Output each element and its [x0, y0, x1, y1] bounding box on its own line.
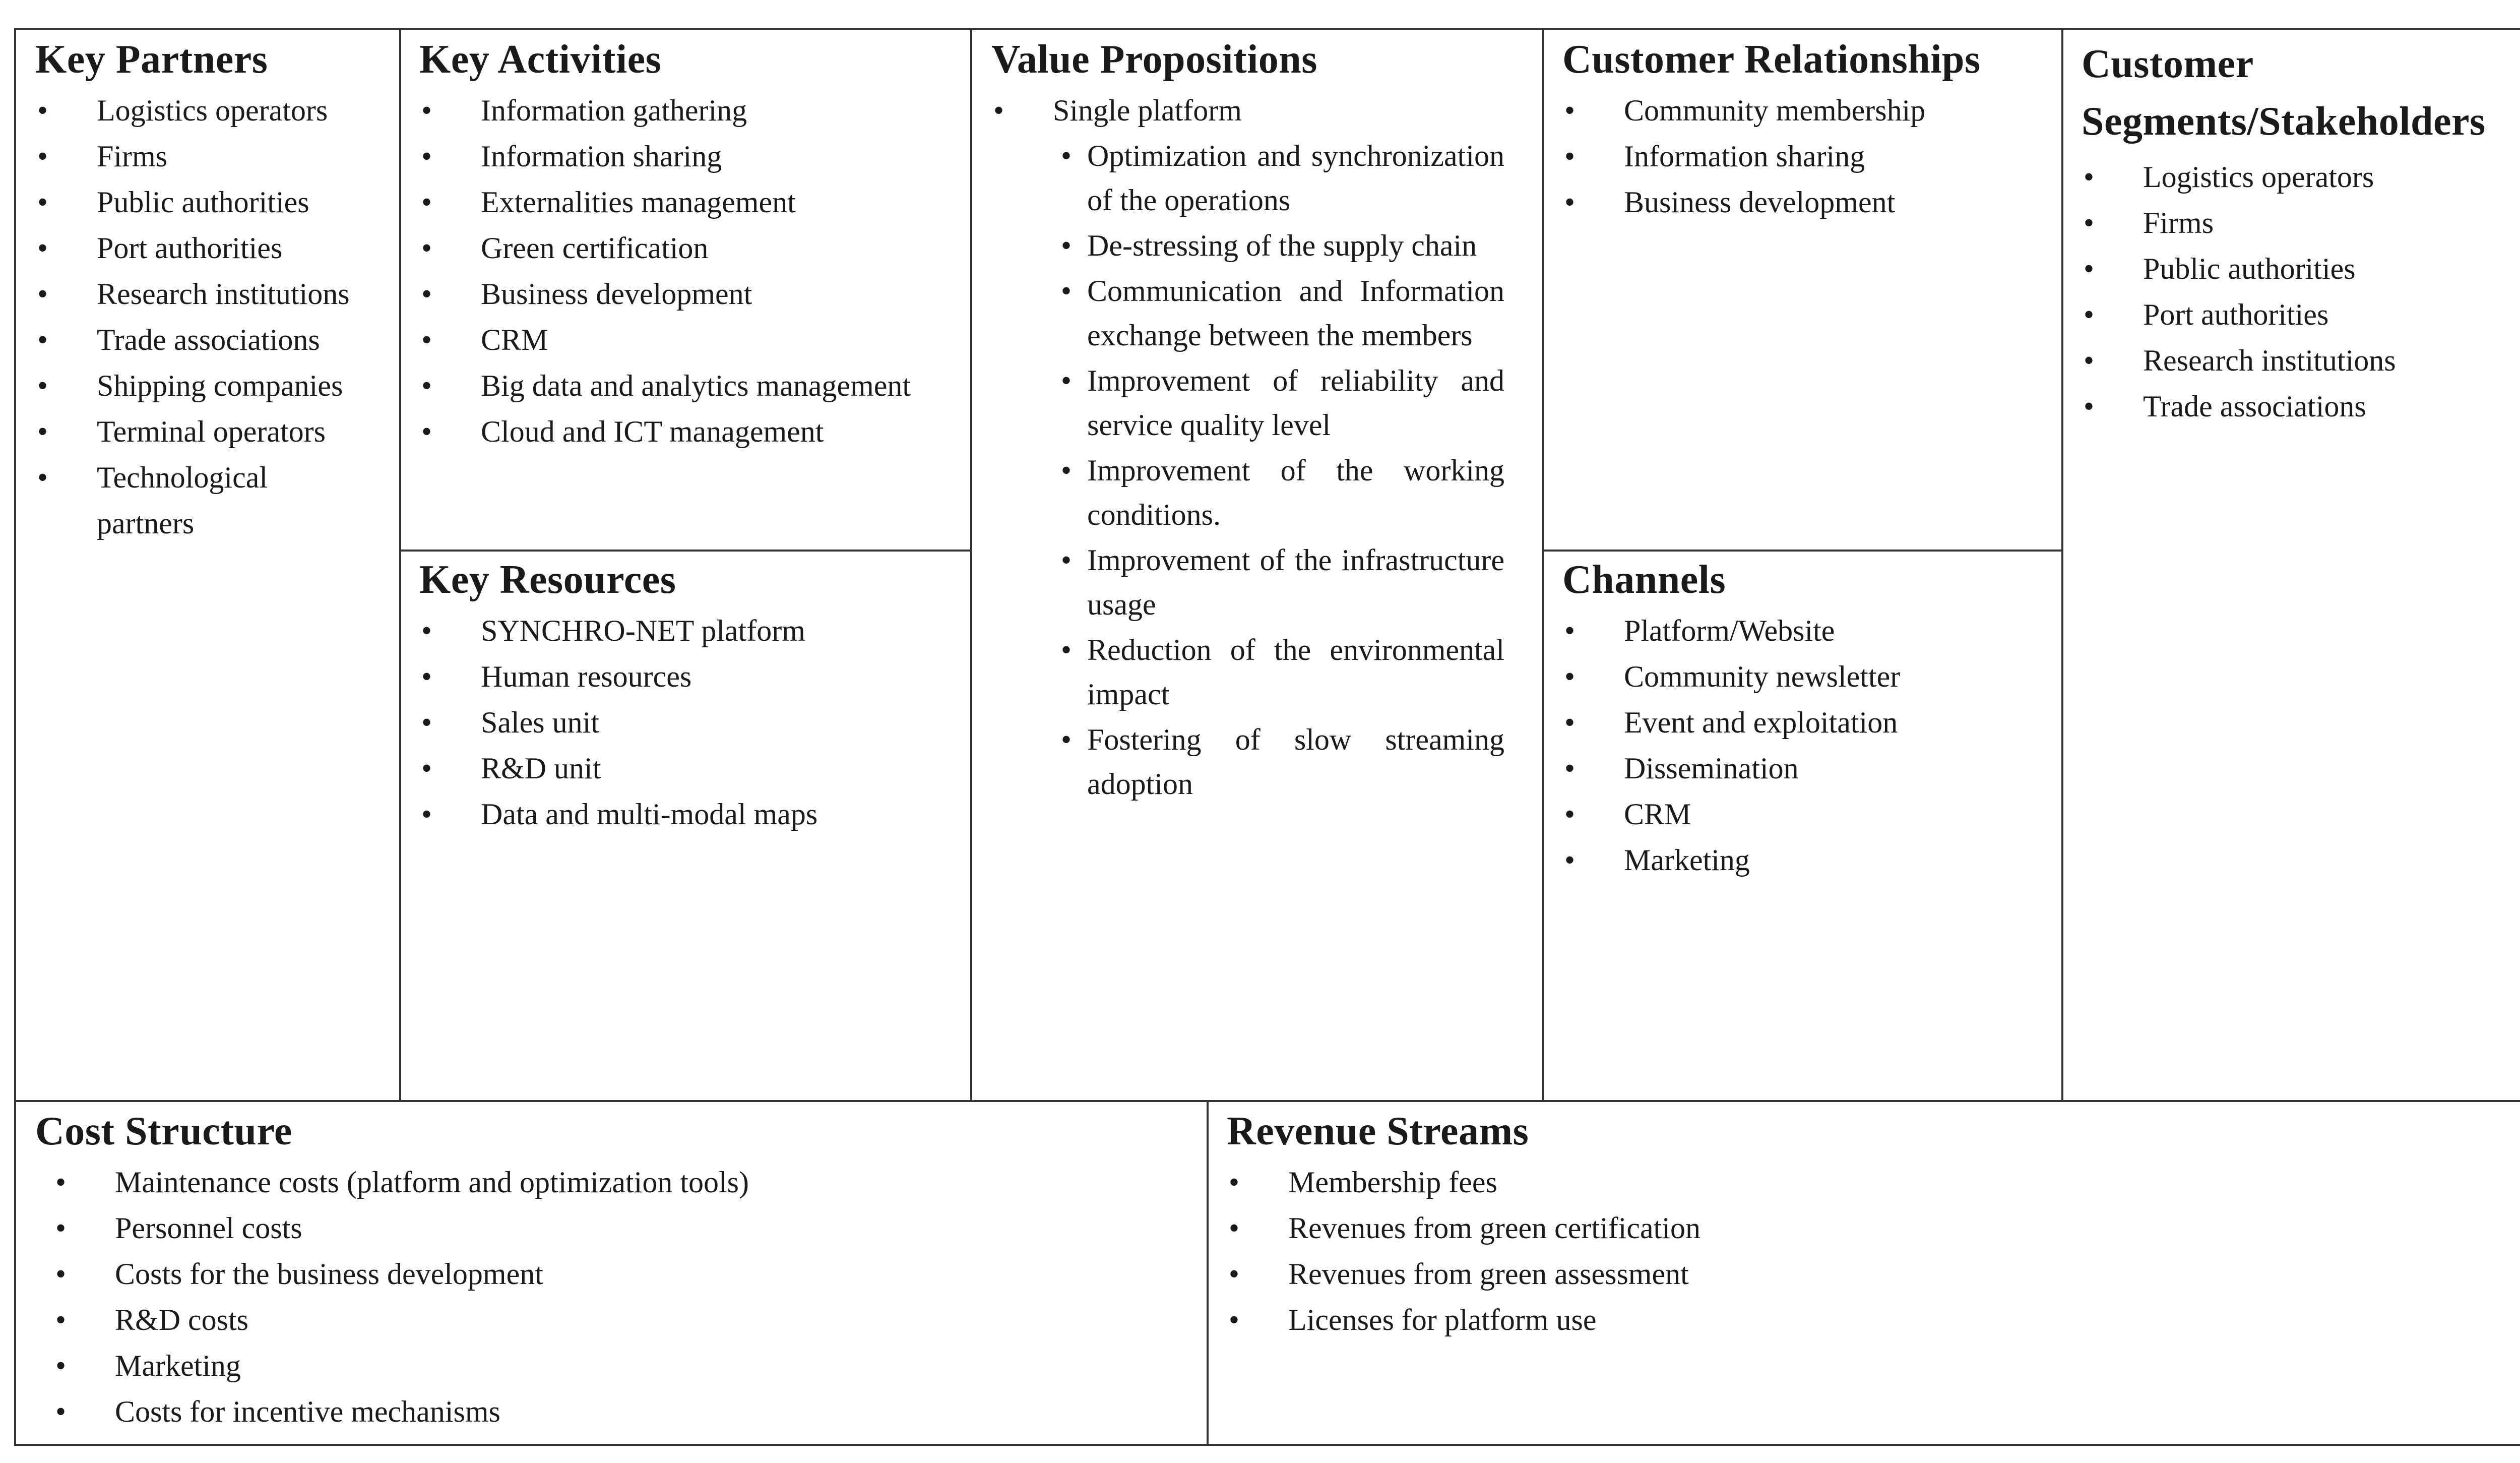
list-item: • Trade associations: [37, 323, 320, 356]
divider-activities-resources: [399, 550, 972, 552]
customer-segments-title: Customer Segments/Stakeholders: [2082, 42, 2486, 144]
key-activities-title: Key Activities: [419, 37, 662, 82]
revenue-streams-title: Revenue Streams: [1227, 1109, 1529, 1153]
cost-structure-block: [35, 1107, 1194, 1435]
list-item: • Optimization and synchronization of the operations: [1061, 139, 1504, 217]
list-item: • Personnel costs: [55, 1211, 302, 1245]
key-partners-list: [35, 88, 388, 546]
list-item: • R&D costs: [55, 1303, 249, 1336]
value-propositions-block: [991, 35, 1526, 807]
list-item: • Public authorities: [2084, 252, 2356, 285]
value-propositions-list: [991, 88, 1526, 134]
divider-relationships-segments: [2061, 30, 2063, 1102]
divider-cost-revenue: [1207, 1100, 1209, 1446]
key-partners-title: Key Partners: [35, 37, 268, 82]
list-item: • Terminal operators: [37, 415, 326, 448]
list-item: • Marketing: [55, 1349, 241, 1382]
list-item: • Single platform: [993, 94, 1242, 127]
customer-segments-block: [2082, 35, 2520, 430]
divider-activities-value: [970, 30, 972, 1102]
key-partners-block: [35, 35, 388, 546]
list-item: • Community newsletter: [1564, 660, 1901, 693]
channels-block: [1562, 556, 2056, 883]
divider-partners-activities: [399, 30, 401, 1102]
divider-relationships-channels: [1542, 550, 2063, 552]
list-item: • Cloud and ICT management: [421, 415, 824, 448]
revenue-streams-block: [1227, 1107, 2520, 1343]
divider-top-bottom: [16, 1100, 2520, 1102]
value-propositions-title: Value Propositions: [991, 37, 1317, 82]
customer-relationships-list: [1562, 88, 2056, 225]
cost-structure-list: [53, 1160, 1194, 1435]
key-activities-block: [419, 35, 964, 455]
business-model-canvas: [14, 28, 2520, 1446]
list-item: • Costs for incentive mechanisms: [55, 1395, 500, 1428]
list-item: • Reduction of the environmental impact: [1061, 633, 1504, 711]
list-item: • Firms: [2084, 206, 2214, 239]
list-item: • Technological partners: [37, 461, 268, 540]
list-item: • Port authorities: [2084, 298, 2329, 331]
key-resources-block: [419, 556, 964, 837]
list-item: • Port authorities: [37, 231, 283, 265]
list-item: • Information sharing: [421, 140, 722, 173]
channels-title: Channels: [1562, 558, 1726, 602]
list-item: • Community membership: [1564, 94, 1926, 127]
list-item: • Green certification: [421, 231, 709, 265]
list-item: • Improvement of the infrastructure usage: [1061, 543, 1504, 621]
list-item: • Trade associations: [2084, 390, 2366, 423]
list-item: • Public authorities: [37, 186, 309, 219]
list-item: • Marketing: [1564, 843, 1750, 877]
divider-value-relationships: [1542, 30, 1544, 1102]
customer-relationships-block: [1562, 35, 2056, 225]
key-activities-list: [419, 88, 964, 455]
list-item: • Sales unit: [421, 706, 599, 739]
list-item: • Business development: [1564, 186, 1896, 219]
list-item: • CRM: [1564, 798, 1691, 831]
list-item: • Revenues from green certification: [1229, 1211, 1700, 1245]
list-item: • Revenues from green assessment: [1229, 1257, 1689, 1291]
list-item: • Logistics operators: [37, 94, 328, 127]
list-item: • Improvement of reliability and service quality level: [1061, 364, 1504, 442]
list-item: • Communication and Information exchange between the members: [1061, 274, 1504, 352]
list-item: • Shipping companies: [37, 369, 343, 402]
list-item: • Fostering of slow streaming adoption: [1061, 723, 1504, 801]
list-item: • Membership fees: [1229, 1166, 1497, 1199]
list-item: • Research institutions: [2084, 344, 2396, 377]
list-item: • Licenses for platform use: [1229, 1303, 1597, 1336]
list-item: • Dissemination: [1564, 752, 1799, 785]
revenue-streams-list: [1227, 1160, 2520, 1343]
list-item: • R&D unit: [421, 752, 601, 785]
customer-segments-list: [2082, 154, 2520, 430]
value-propositions-sublist: [1061, 134, 1504, 806]
list-item: • Research institutions: [37, 277, 350, 311]
key-resources-title: Key Resources: [419, 558, 676, 602]
list-item: • Improvement of the working conditions.: [1061, 454, 1504, 531]
list-item: • Platform/Website: [1564, 614, 1835, 647]
customer-relationships-title: Customer Relationships: [1562, 37, 1981, 82]
key-resources-list: [419, 608, 964, 837]
list-item: • Business development: [421, 277, 752, 311]
list-item: • Maintenance costs (platform and optimization tools): [55, 1166, 749, 1199]
list-item: • SYNCHRO-NET platform: [421, 614, 805, 647]
list-item: • Logistics operators: [2084, 160, 2374, 194]
channels-list: [1562, 608, 2056, 883]
list-item: • Human resources: [421, 660, 692, 693]
list-item: • De-stressing of the supply chain: [1061, 229, 1477, 262]
cost-structure-title: Cost Structure: [35, 1109, 292, 1153]
list-item: • Firms: [37, 140, 168, 173]
list-item: • CRM: [421, 323, 548, 356]
list-item: • Event and exploitation: [1564, 706, 1898, 739]
list-item: • Big data and analytics management: [421, 369, 911, 402]
list-item: • Externalities management: [421, 186, 796, 219]
list-item: • Costs for the business development: [55, 1257, 543, 1291]
list-item: • Information sharing: [1564, 140, 1865, 173]
list-item: • Information gathering: [421, 94, 747, 127]
list-item: • Data and multi-modal maps: [421, 798, 818, 831]
